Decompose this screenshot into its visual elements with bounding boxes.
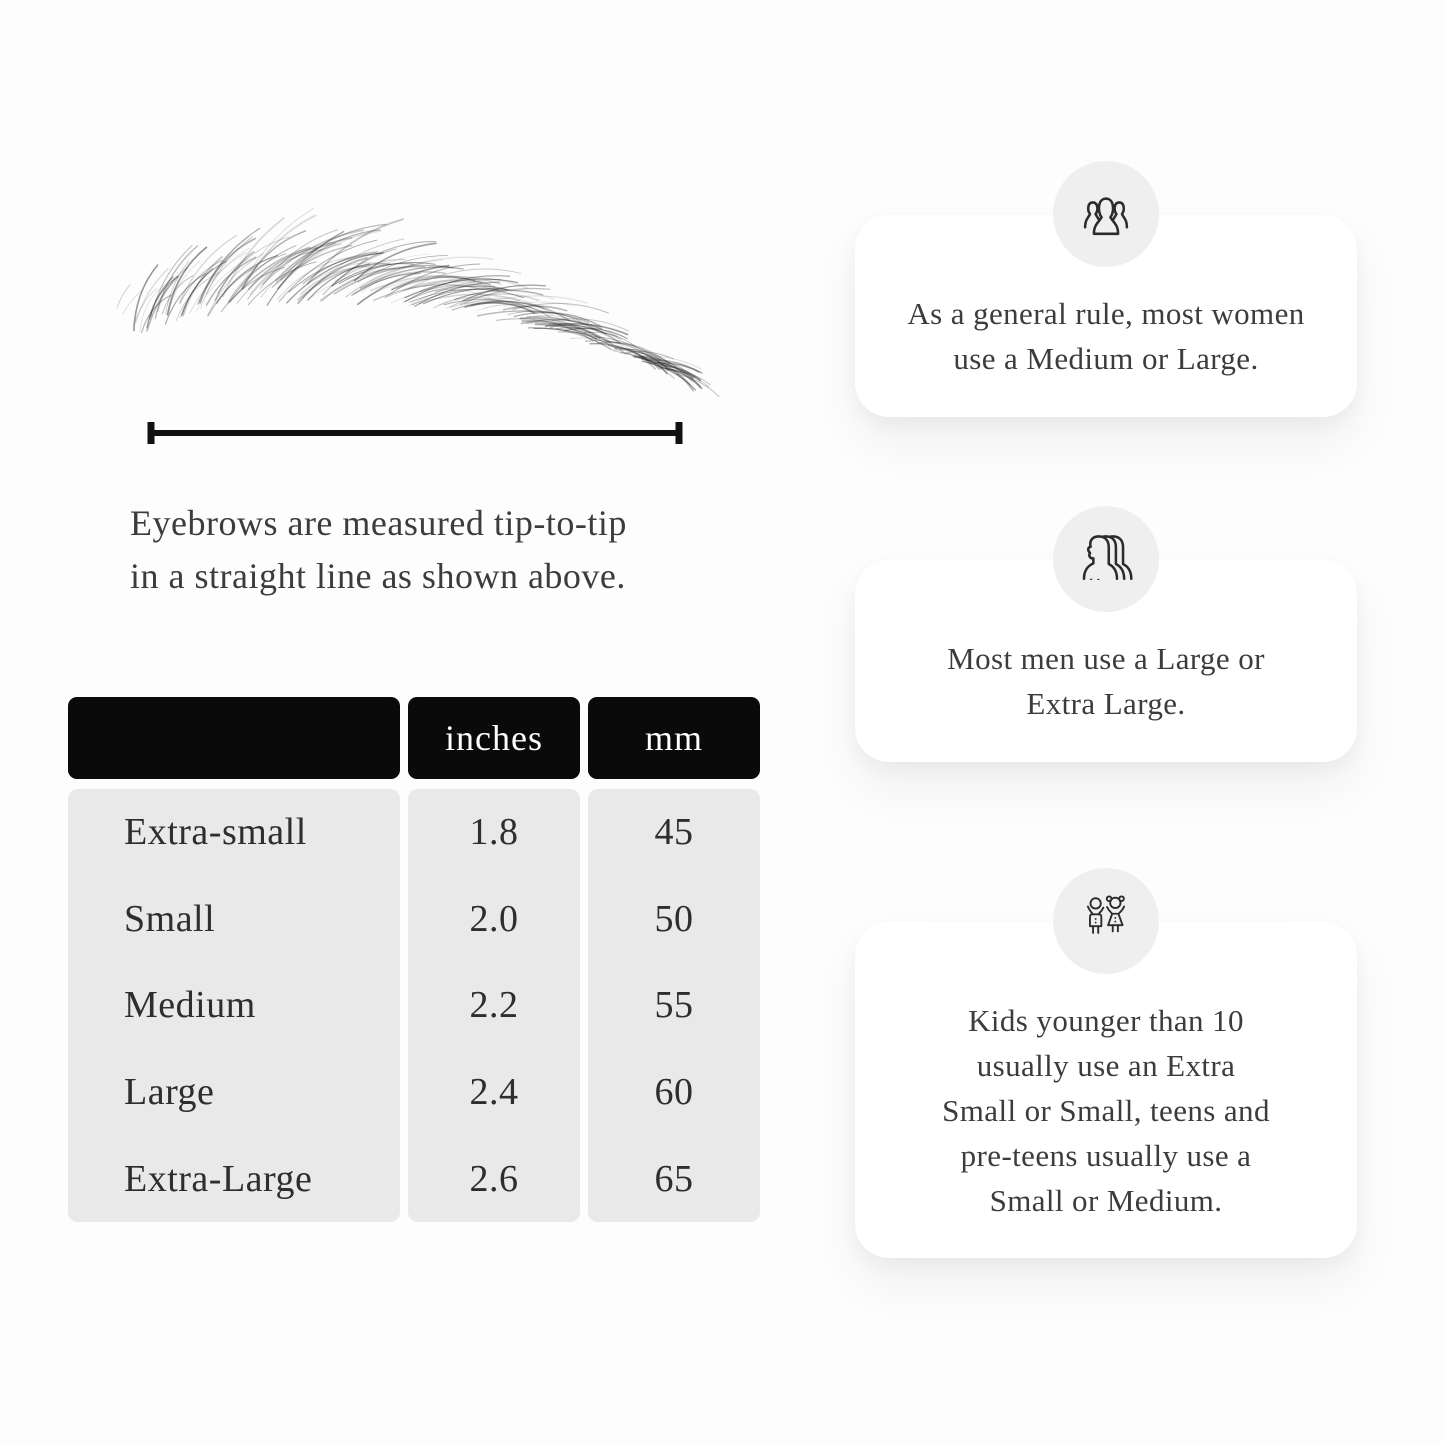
mm-value: 65 bbox=[654, 1157, 694, 1200]
card-text-line: Extra Large. bbox=[1026, 686, 1186, 721]
size-label: Large bbox=[124, 1071, 215, 1114]
mm-value: 60 bbox=[654, 1071, 694, 1114]
size-table bbox=[68, 697, 760, 1222]
card-text-line: usually use an Extra bbox=[976, 1047, 1236, 1083]
info-card-men bbox=[855, 560, 1357, 762]
caption-line: in a straight line as shown above. bbox=[130, 556, 626, 596]
card-text-line: As a general rule, most women bbox=[907, 296, 1305, 331]
size-label: Extra-Large bbox=[124, 1157, 313, 1200]
kids-icon bbox=[1053, 868, 1159, 974]
size-label: Extra-small bbox=[124, 811, 307, 854]
mm-value: 50 bbox=[654, 897, 694, 940]
inches-value: 2.4 bbox=[469, 1071, 519, 1114]
card-text-women bbox=[907, 291, 1304, 381]
card-text-men bbox=[947, 636, 1265, 726]
table-header-size-cell bbox=[68, 697, 400, 779]
table-header-inches-cell: inches bbox=[408, 697, 580, 779]
inches-value: 2.6 bbox=[469, 1157, 519, 1200]
women-group-icon bbox=[1053, 161, 1159, 267]
measurement-caption bbox=[130, 497, 627, 603]
mm-value: 55 bbox=[654, 984, 694, 1027]
size-table-header bbox=[68, 697, 760, 779]
men-group-icon bbox=[1053, 506, 1159, 612]
card-text-line: Small or Medium. bbox=[989, 1182, 1223, 1218]
caption-line: Eyebrows are measured tip-to-tip bbox=[130, 503, 627, 543]
inches-value: 2.0 bbox=[469, 897, 519, 940]
measurement-line bbox=[141, 419, 689, 447]
card-text-line: pre-teens usually use a bbox=[960, 1137, 1252, 1173]
info-card-women bbox=[855, 215, 1357, 417]
card-text-kids bbox=[942, 998, 1270, 1223]
size-label: Medium bbox=[124, 984, 256, 1027]
card-text-line: Kids younger than 10 bbox=[968, 1002, 1244, 1038]
card-text-line: Most men use a Large or bbox=[947, 641, 1265, 676]
table-header-mm-cell: mm bbox=[588, 697, 760, 779]
table-column-inches bbox=[408, 789, 580, 1222]
size-table-body bbox=[68, 789, 760, 1222]
info-card-kids bbox=[855, 922, 1357, 1258]
table-column-sizes bbox=[68, 789, 400, 1222]
table-column-mm bbox=[588, 789, 760, 1222]
eyebrow-illustration bbox=[115, 238, 695, 398]
size-label: Small bbox=[124, 897, 216, 940]
mm-value: 45 bbox=[654, 811, 694, 854]
inches-value: 2.2 bbox=[469, 984, 519, 1027]
card-text-line: Small or Small, teens and bbox=[942, 1092, 1270, 1128]
inches-value: 1.8 bbox=[469, 811, 519, 854]
card-text-line: use a Medium or Large. bbox=[953, 341, 1259, 376]
